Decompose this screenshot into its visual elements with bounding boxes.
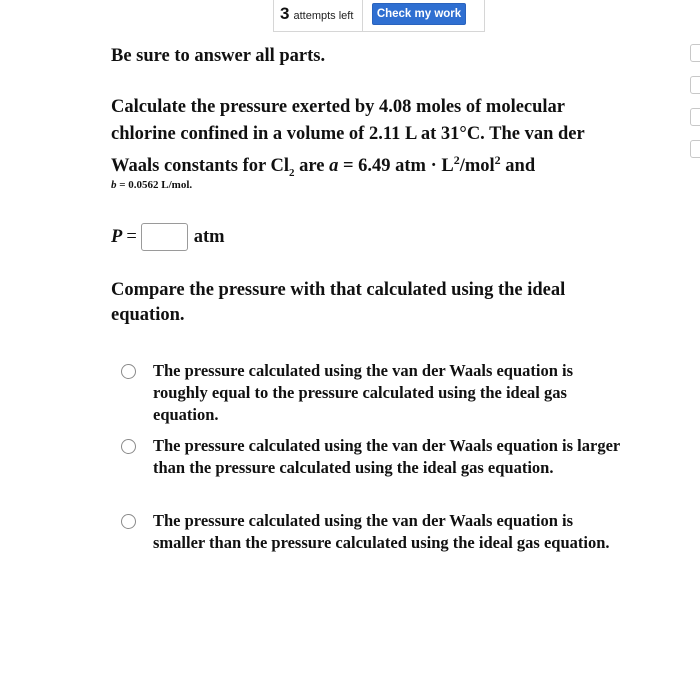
option-equal[interactable] bbox=[121, 360, 621, 426]
attempts-label: attempts left bbox=[293, 10, 354, 22]
a-value: = 6.49 atm · L bbox=[338, 156, 454, 177]
b-symbol: b bbox=[111, 179, 117, 191]
instructions-heading: Be sure to answer all parts. bbox=[111, 46, 326, 66]
option-smaller[interactable] bbox=[121, 510, 621, 554]
side-tab-3[interactable] bbox=[690, 108, 700, 126]
radio-button[interactable] bbox=[121, 439, 136, 454]
question-line-2: chlorine confined in a volume of 2.11 L at 31°C. The van der bbox=[111, 123, 585, 144]
cl-subscript: 2 bbox=[289, 166, 295, 179]
question-text bbox=[111, 94, 631, 186]
toolbar-divider bbox=[362, 0, 363, 31]
question-are: are bbox=[294, 156, 330, 177]
mol-text: /mol bbox=[459, 156, 495, 177]
attempts-indicator bbox=[280, 4, 353, 24]
b-value: = 0.0562 L/mol. bbox=[116, 179, 193, 191]
option-text: The pressure calculated using the van der Waals equation is larger than the pressure calculated using the ideal gas equation. bbox=[153, 436, 620, 477]
p-label: P bbox=[111, 226, 123, 247]
question-line-3-start: Waals constants for Cl bbox=[111, 156, 289, 177]
a-symbol: a bbox=[329, 156, 339, 177]
option-text: The pressure calculated using the van der Waals equation is smaller than the pressure calculated using the ideal gas equation. bbox=[153, 511, 610, 552]
radio-button[interactable] bbox=[121, 364, 136, 379]
equals-sign: = bbox=[126, 226, 137, 247]
pressure-answer-row bbox=[111, 222, 225, 252]
option-text: The pressure calculated using the van der Waals equation is roughly equal to the pressure calculated using the ideal gas equation. bbox=[153, 361, 574, 424]
and-text: and bbox=[500, 156, 536, 177]
side-tab-1[interactable] bbox=[690, 44, 700, 62]
b-constant-line bbox=[111, 179, 192, 191]
option-larger[interactable] bbox=[121, 435, 621, 479]
l-exponent: 2 bbox=[453, 153, 460, 167]
compare-prompt: Compare the pressure with that calculated using the ideal equation. bbox=[111, 280, 566, 325]
side-tab-4[interactable] bbox=[690, 140, 700, 158]
mol-exponent: 2 bbox=[494, 153, 501, 167]
radio-button[interactable] bbox=[121, 514, 136, 529]
pressure-input[interactable] bbox=[141, 223, 188, 251]
check-my-work-button[interactable]: Check my work bbox=[372, 3, 466, 25]
unit-label: atm bbox=[193, 226, 225, 247]
top-toolbar bbox=[273, 0, 485, 32]
attempts-count: 3 bbox=[280, 4, 290, 23]
question-line-1: Calculate the pressure exerted by 4.08 moles of molecular bbox=[111, 97, 566, 117]
side-tab-2[interactable] bbox=[690, 76, 700, 94]
